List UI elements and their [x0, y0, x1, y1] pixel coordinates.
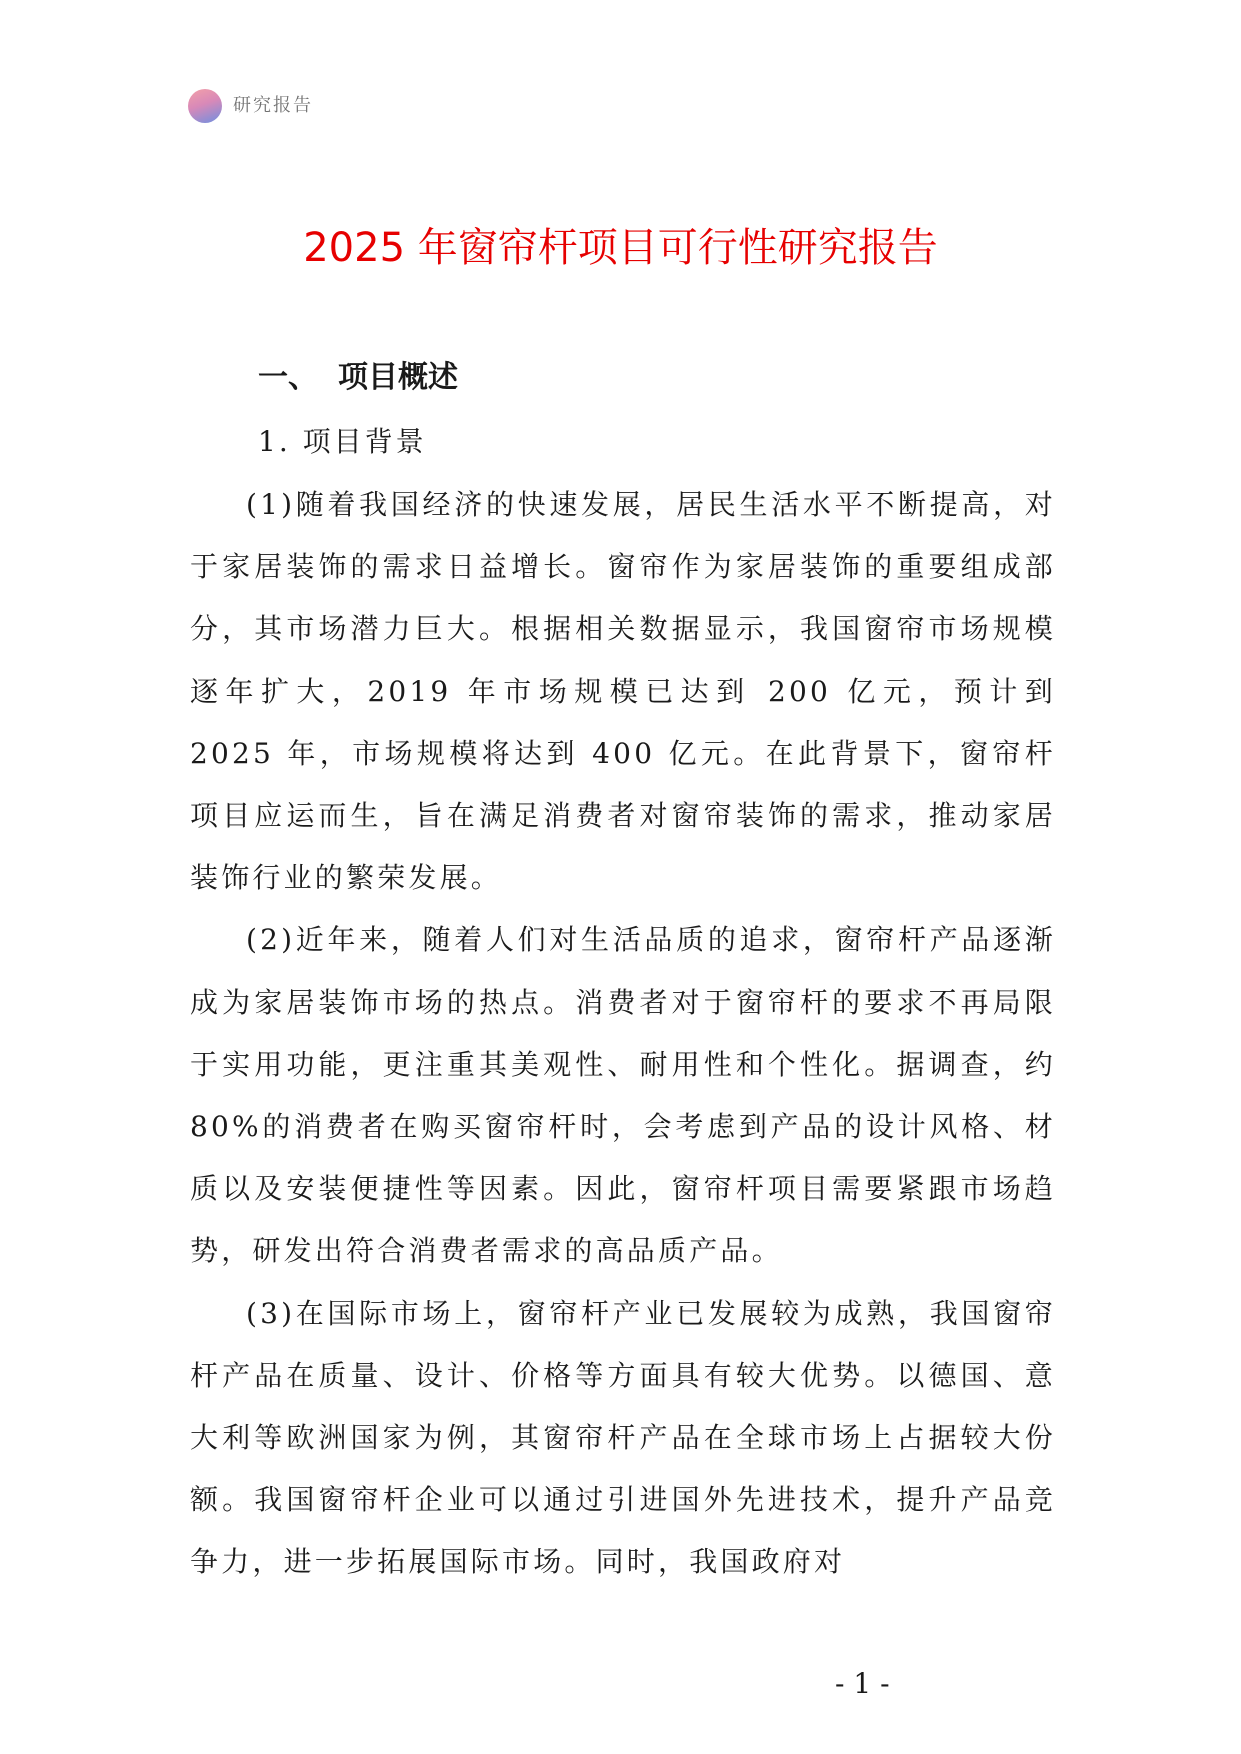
subsection-heading: 1. 项目背景 — [258, 425, 427, 458]
paragraph-2: (2)近年来，随着人们对生活品质的追求，窗帘杆产品逐渐成为家居装饰市场的热点。消费者对于窗帘杆的要求不再局限于实用功能，更注重其美观性、耐用性和个性化。据调查，约 80%的消费者在购买窗帘杆时，会考虑到产品的设计风格、材质以及安装便捷性等因素。因此，窗帘杆项目需要紧跟市场趋势，研发出符合消费者需求的高品质产品。 — [190, 923, 1056, 1268]
logo-icon — [188, 89, 222, 123]
paragraph-1: (1)随着我国经济的快速发展，居民生活水平不断提高，对于家居装饰的需求日益增长。窗帘作为家居装饰的重要组成部分，其市场潜力巨大。根据相关数据显示，我国窗帘市场规模逐年扩大，2019 年市场规模已达到 200 亿元，预计到 2025 年，市场规模将达到 400 亿元。在此背景下，窗帘杆项目应运而生，旨在满足消费者对窗帘装饰的需求，推动家居装饰行业的繁荣发展。 — [190, 488, 1056, 895]
header-label: 研究报告 — [233, 95, 313, 116]
page-number: - 1 - — [835, 1667, 890, 1700]
section-title: 项目概述 — [338, 360, 458, 395]
paragraph-3: (3)在国际市场上，窗帘杆产业已发展较为成熟，我国窗帘杆产品在质量、设计、价格等方面具有较大优势。以德国、意大利等欧洲国家为例，其窗帘杆产品在全球市场上占据较大份额。我国窗帘杆企业可以通过引进国外先进技术，提升产品竞争力，进一步拓展国际市场。同时，我国政府对 — [190, 1296, 1056, 1579]
section-heading — [258, 357, 458, 399]
section-number: 一、 — [258, 360, 318, 395]
document-title: 2025 年窗帘杆项目可行性研究报告 — [303, 225, 938, 271]
body-text — [190, 474, 1056, 1594]
